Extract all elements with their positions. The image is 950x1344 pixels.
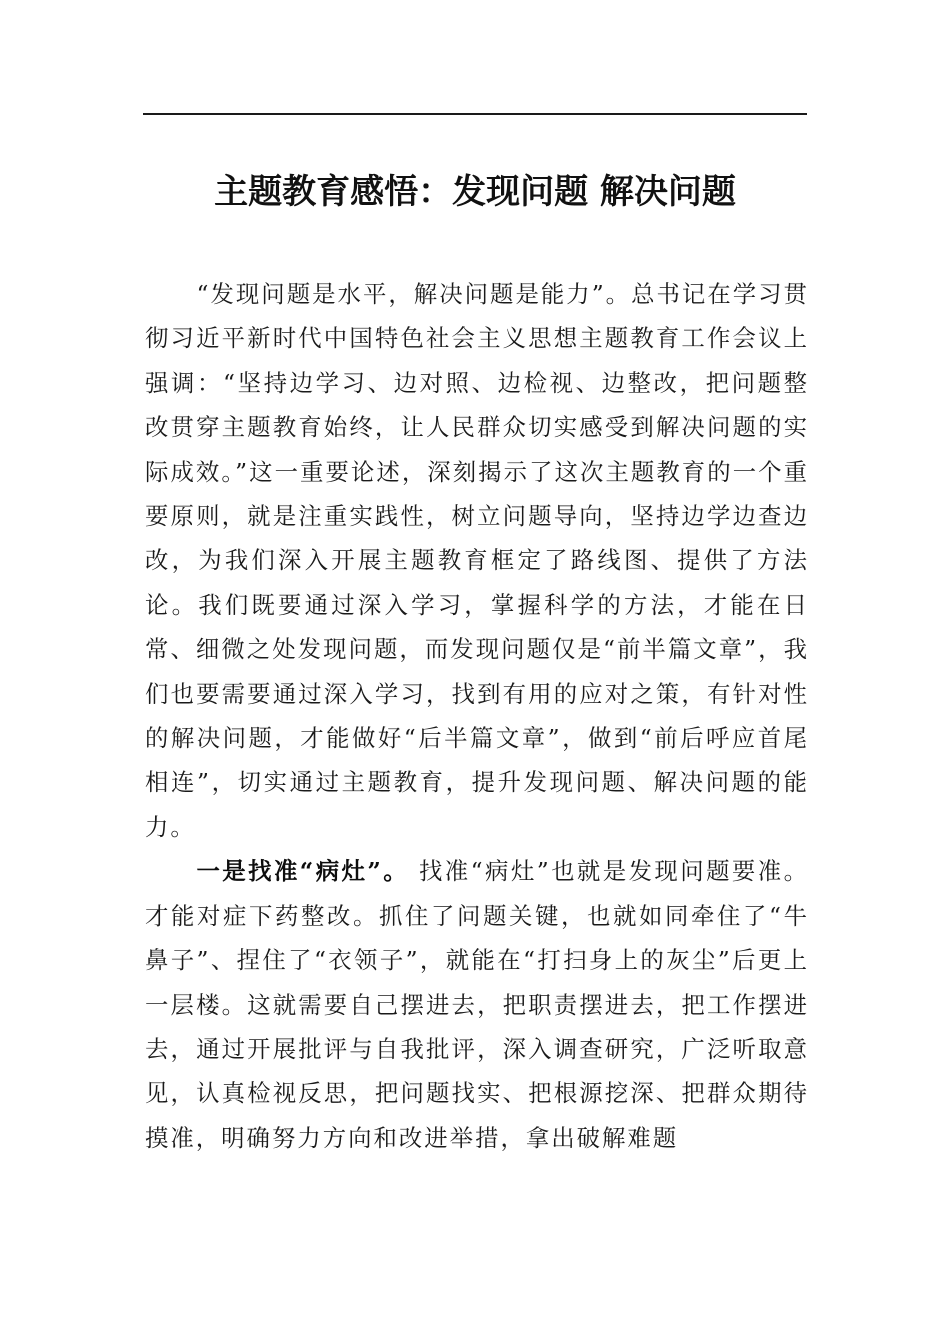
paragraph-text: 找准“病灶”也就是发现问题要准。才能对症下药整改。抓住了问题关键，也就如同牵住了“牛鼻子”、捏住了“衣领子”，就能在“打扫身上的灰尘”后更上一层楼。这就需要自己摆进去，把职责摆进去，把工作摆进去，通过开展批评与自我批评，深入调查研究，广泛听取意见，认真检视反思，把问题找实、把根源挖深、把群众期待摸准，明确努力方向和改进举措，拿出破解难题	[145, 857, 809, 1152]
paragraph-text: “发现问题是水平，解决问题是能力”。总书记在学习贯彻习近平新时代中国特色社会主义思想主题教育工作会议上强调：“坚持边学习、边对照、边检视、边整改，把问题整改贯穿主题教育始终，让人民群众切实感受到解决问题的实际成效。”这一重要论述，深刻揭示了这次主题教育的一个重要原则，就是注重实践性，树立问题导向，坚持边学边查边改，为我们深入开展主题教育框定了路线图、提供了方法论。我们既要通过深入学习，掌握科学的方法，才能在日常、细微之处发现问题，而发现问题仅是“前半篇文章”，我们也要需要通过深入学习，找到有用的应对之策，有针对性的解决问题，才能做好“后半篇文章”，做到“前后呼应首尾相连”，切实通过主题教育，提升发现问题、解决问题的能力。	[145, 280, 809, 841]
paragraph-lead: 一是找准“病灶”。	[196, 857, 410, 886]
paragraph-point-one	[145, 849, 809, 1160]
document-title: 主题教育感悟：发现问题 解决问题	[214, 172, 736, 212]
paragraph-intro	[145, 272, 809, 849]
header-rule	[143, 113, 807, 115]
document-body	[145, 272, 809, 1160]
